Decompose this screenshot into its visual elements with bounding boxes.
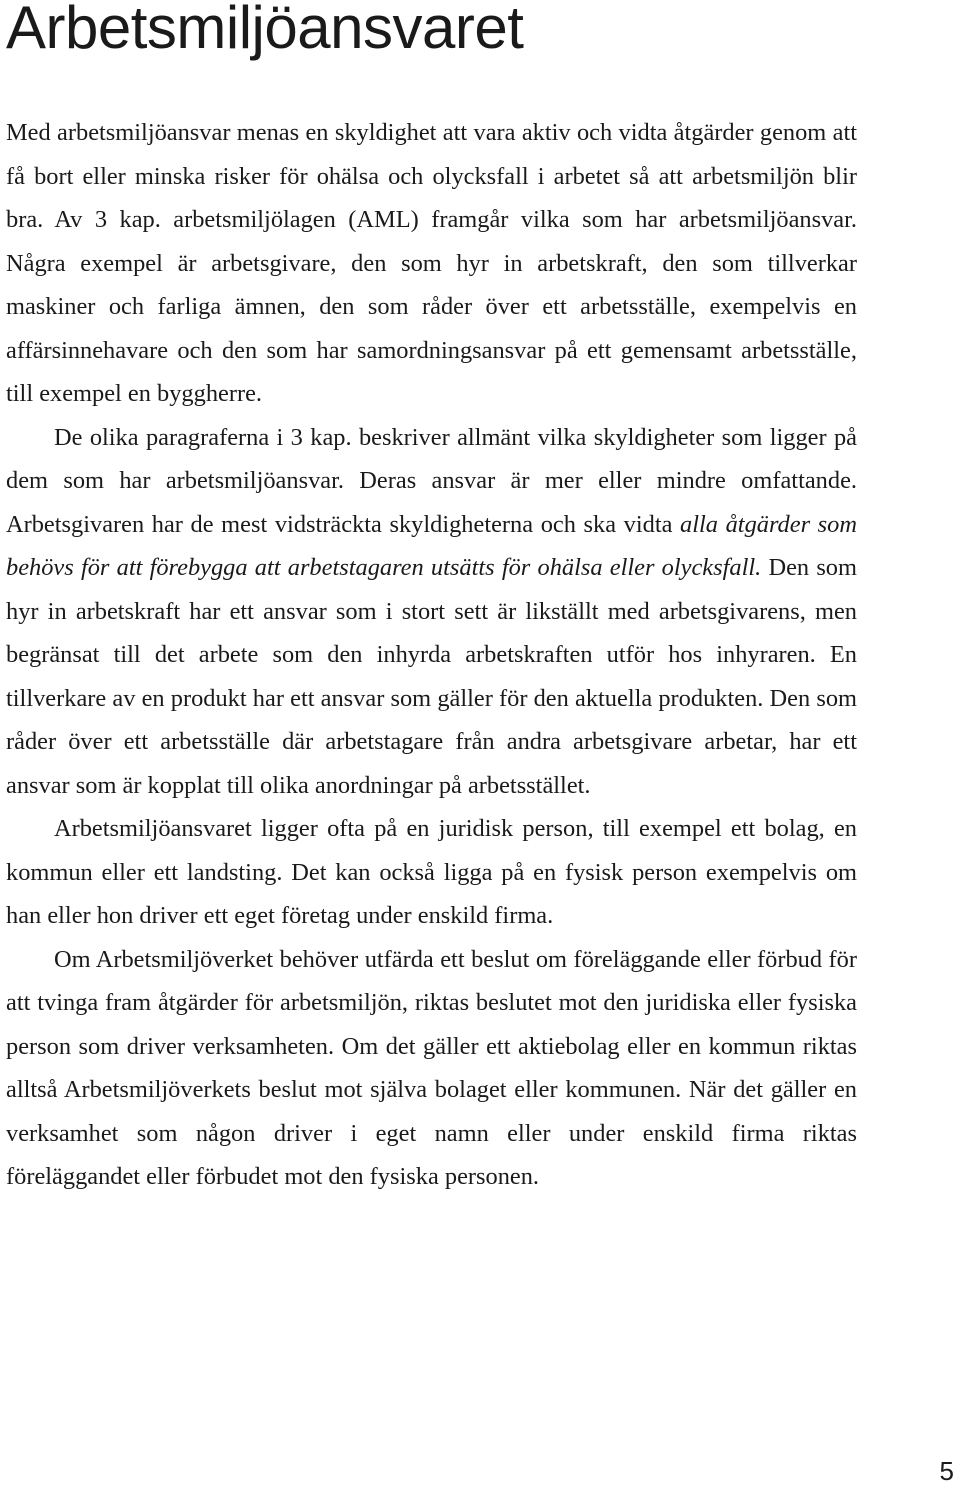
page-number: 5 [939, 1456, 954, 1486]
paragraph-text: Arbetsmiljöansvaret ligger ofta på en juridisk person, till exempel ett bolag, en kommun eller ett landsting. Det kan också ligga på en fysisk person exempelvis om han eller hon driver ett eget företag under enskild firma. [6, 815, 857, 929]
paragraph-intro [6, 111, 857, 416]
paragraph-legal-person [6, 807, 857, 938]
paragraph-responsibilities [6, 416, 857, 808]
italic-quote: alla åtgärder som behövs för att förebygga att arbetstagaren utsätts för ohälsa eller olycksfall. [6, 510, 857, 581]
paragraph-text: De olika paragraferna i 3 kap. beskriver allmänt vilka skyldigheter som ligger på dem som har arbetsmiljöansvar. Deras ansvar är mer eller mindre omfattande. Arbetsgivaren har de mest vidsträckta skyldigheterna och ska vidta [6, 423, 857, 538]
page-title: Arbetsmiljöansvaret [6, 0, 524, 61]
paragraph-text: Om Arbetsmiljöverket behöver utfärda ett beslut om föreläggande eller förbud för att tvinga fram åtgärder för arbetsmiljön, riktas beslutet mot den juridiska eller fysiska person som driver verksamheten. Om det gäller ett aktiebolag eller en kommun riktas alltså Arbetsmiljöverkets beslut mot själva bolaget eller kommunen. När det gäller en verksamhet som någon driver i eget namn eller under enskild firma riktas föreläggandet eller förbudet mot den fysiska personen. [6, 945, 857, 1190]
paragraph-decisions [6, 938, 857, 1199]
paragraph-text: Den som hyr in arbetskraft har ett ansvar som i stort sett är likställt med arbetsgivarens, men begränsat till det arbete som den inhyrda arbetskraften utför hos inhyraren. En tillverkare av en produkt har ett ansvar som gäller för den aktuella produkten. Den som råder över ett arbetsställe där arbetstagare från andra arbetsgivare arbetar, har ett ansvar som är kopplat till olika anordningar på arbetsstället. [6, 554, 857, 799]
paragraph-text: Med arbetsmiljöansvar menas en skyldighet att vara aktiv och vidta åtgärder genom att få bort eller minska risker för ohälsa och olycksfall i arbetet så att arbetsmiljön blir bra. Av 3 kap. arbetsmiljölagen (AML) framgår vilka som har arbetsmiljöansvar. Några exempel är arbetsgivare, den som hyr in arbetskraft, den som tillverkar maskiner och farliga ämnen, den som råder över ett arbetsställe, exempelvis en affärsinnehavare och den som har samordningsansvar på ett gemensamt arbetsställe, till exempel en byggherre. [6, 119, 857, 407]
body-text [6, 111, 857, 1199]
